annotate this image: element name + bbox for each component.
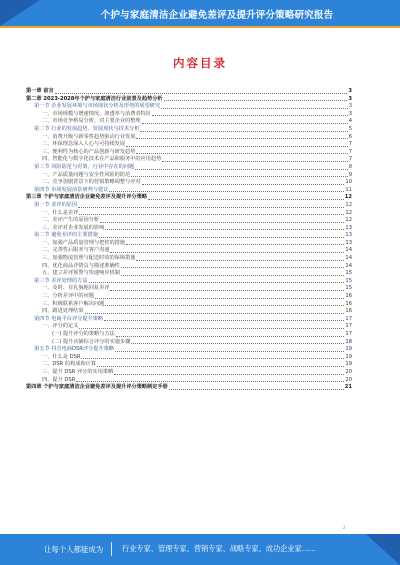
toc-leader-dots: [136, 260, 344, 261]
toc-entry-label: 一、消费升级与新零售趋势驱动行业发展: [42, 133, 136, 140]
toc-leader-dots: [85, 313, 345, 314]
toc-entry[interactable]: [26, 323, 352, 331]
toc-entry-page: 18: [345, 338, 352, 345]
toc-leader-dots: [105, 229, 344, 230]
toc-entry-page: 9: [348, 171, 352, 178]
toc-entry-label: 第三节 风险防范与对策，行业中存在的问题: [34, 163, 135, 170]
toc-entry-label: 第三节 差评处理的方法: [34, 277, 88, 284]
toc-entry-page: 10: [345, 179, 352, 186]
toc-leader-dots: [95, 298, 345, 299]
toc-leader-dots: [81, 358, 344, 359]
report-title: 个护与家庭清洁企业避免差评及提升评分策略研究报告: [100, 10, 334, 21]
toc-entry-page: 21: [344, 384, 352, 391]
toc-leader-dots: [161, 108, 348, 109]
toc-entry-page: 6: [348, 133, 352, 140]
header-underline: [0, 26, 400, 28]
toc-leader-dots: [109, 191, 344, 192]
toc-entry-label: 一、产品质量问题与安全性风险的防范: [42, 171, 131, 178]
toc-entry-label: 二、分析差评中的问题: [42, 293, 94, 300]
toc-entry-page: 17: [345, 323, 352, 330]
toc-entry-label: 三、加强物流管理与配送时效的保障措施: [42, 255, 136, 262]
toc-entry-page: 3: [348, 95, 352, 102]
toc-entry[interactable]: [26, 217, 352, 225]
toc-leader-dots: [76, 381, 344, 382]
toc-leader-dots: [121, 275, 345, 276]
toc-entry-page: 16: [345, 300, 352, 307]
toc-entry-page: 19: [345, 353, 352, 360]
toc-entry-label: 第一章 前言: [26, 88, 54, 94]
toc-entry[interactable]: [26, 88, 352, 96]
toc-entry[interactable]: [26, 331, 352, 339]
toc-entry-page: 3: [348, 110, 352, 117]
toc-entry-label: 四、提升 DSR: [42, 376, 76, 383]
toc-leader-dots: [121, 267, 345, 268]
toc-entry-page: 3: [348, 103, 352, 110]
footer-slogan: 让每个人都能成为: [44, 545, 104, 554]
toc-entry-page: 12: [344, 194, 352, 201]
toc-entry-page: 7: [348, 148, 352, 155]
toc-entry-label: 第四章 个护与家庭清洁企业避免差评及提升评分策略制定手册: [26, 384, 168, 391]
toc-entry[interactable]: [26, 247, 352, 255]
toc-entry-label: 一、评分的定义: [42, 323, 79, 330]
toc-entry-label: 第一节 企业发展环境与市场现状分析及形势的展望研究: [34, 103, 161, 110]
toc-entry-label: 第五节 抖音电商DSR评分提升策略: [34, 346, 114, 353]
toc-entry-page: 17: [345, 315, 352, 322]
toc-leader-dots: [140, 131, 347, 132]
toc-leader-dots: [164, 100, 348, 101]
toc-entry-label: 三、差评对企业发展的影响: [42, 224, 105, 231]
toc-entry-label: 一、什么是差评: [42, 209, 79, 216]
toc-leader-dots: [55, 93, 348, 94]
toc-entry-label: 二、差评产生的原因分析: [42, 217, 100, 224]
toc-leader-dots: [135, 169, 347, 170]
toc-leader-dots: [110, 290, 344, 291]
toc-entry-label: 四、跟进处理结果: [42, 308, 84, 315]
toc-leader-dots: [169, 389, 344, 390]
toc-entry-page: 14: [345, 255, 352, 262]
toc-entry[interactable]: [26, 194, 352, 202]
toc-leader-dots: [142, 123, 348, 124]
footer-divider: [111, 542, 112, 556]
toc-entry-page: 15: [345, 285, 352, 292]
toc-leader-dots: [100, 222, 344, 223]
toc-entry-page: 11: [345, 186, 352, 193]
toc-entry-label: 三、便利性为核心的产品创新与研发趋势: [42, 148, 136, 155]
toc-entry[interactable]: [26, 126, 352, 134]
toc-entry-page: 5: [348, 125, 352, 132]
toc-entry[interactable]: [26, 210, 352, 218]
toc-entry-label: 一、市场规模与增速情况、渗透率与消费者特征: [42, 110, 151, 117]
toc-leader-dots: [152, 115, 348, 116]
page-header: [0, 0, 400, 28]
toc-entry-label: 一、及时、有礼貌地回复差评: [42, 285, 110, 292]
toc-entry-label: 第三章 个护与家庭清洁企业避免差评及提升评分策略: [26, 194, 148, 201]
toc-entry-page: 20: [345, 368, 352, 375]
toc-entry-page: 13: [345, 232, 352, 239]
toc-leader-dots: [78, 207, 344, 208]
toc-entry-label: (二) 提升店铺综合评分的实施步骤: [52, 338, 131, 345]
toc-entry-label: 第四节 市场发展前景研判与建议: [34, 186, 109, 193]
toc-entry[interactable]: [26, 361, 352, 369]
toc-leader-dots: [97, 366, 344, 367]
toc-entry-page: 14: [345, 262, 352, 269]
toc-entry[interactable]: [26, 164, 352, 172]
toc-entry-page: 17: [345, 331, 352, 337]
toc-entry-label: (一) 提升评分的策略与方法: [52, 331, 115, 337]
toc-entry-page: 13: [345, 224, 352, 231]
toc-entry-label: 四、智能化与数字化技术在产品和服务中的应用趋势: [42, 156, 162, 163]
toc-entry[interactable]: [26, 202, 352, 210]
toc-entry-label: 二、竞争加剧背景下的营销策略调整与应对: [42, 179, 141, 186]
toc-entry-page: 13: [345, 239, 352, 246]
footer-tagline: 行业专家、管理专家、营销专家、战略专家、成功企业家……: [122, 544, 317, 553]
toc-entry-label: 第一节 差评的原因: [34, 201, 78, 208]
toc-entry-page: 12: [345, 201, 352, 208]
toc-entry[interactable]: [26, 103, 352, 111]
toc-entry-label: 三、提升 DSR 评分的实用策略: [42, 368, 114, 375]
page-number: 2: [343, 525, 346, 530]
toc-leader-dots: [162, 161, 347, 162]
toc-entry[interactable]: [26, 293, 352, 301]
toc-entry-page: 20: [345, 376, 352, 383]
toc-leader-dots: [116, 336, 345, 337]
toc-entry-page: 7: [348, 141, 352, 148]
toc-leader-dots: [136, 153, 347, 154]
toc-entry-page: 3: [348, 88, 352, 94]
footer-accent: [366, 534, 400, 565]
toc-leader-dots: [148, 199, 344, 200]
toc-entry[interactable]: [26, 270, 352, 278]
toc-entry-page: 16: [345, 293, 352, 300]
toc-entry-page: 14: [345, 247, 352, 254]
toc-entry-page: 12: [345, 209, 352, 216]
toc-entry-label: 二、市场竞争格局分析，对主要企业的整理: [42, 118, 141, 125]
toc-leader-dots: [105, 305, 344, 306]
toc-entry[interactable]: [26, 141, 352, 149]
toc-entry[interactable]: [26, 346, 352, 354]
toc-leader-dots: [104, 320, 344, 321]
toc-leader-dots: [126, 146, 348, 147]
toc-leader-dots: [131, 176, 347, 177]
toc-entry-label: 二、完善售后服务与客户沟通: [42, 247, 110, 254]
toc-entry-label: 四、优化商品详情页与描述准确性: [42, 262, 120, 269]
toc-entry[interactable]: [26, 179, 352, 187]
toc-entry-page: 16: [345, 308, 352, 315]
toc-leader-dots: [126, 244, 344, 245]
toc-entry-label: 第二节 避免差评的主要措施: [34, 232, 98, 239]
toc-entry-label: 第四节 电商平台评分提升策略: [34, 315, 104, 322]
toc-entry-label: 三、积极联系客户解决问题: [42, 300, 105, 307]
toc-entry[interactable]: [26, 156, 352, 164]
toc-leader-dots: [99, 237, 344, 238]
toc-entry-label: 一、加强产品质量管理与把控的措施: [42, 239, 126, 246]
toc-entry-page: 15: [345, 270, 352, 277]
toc-entry-label: 五、建立差评预警与快速响应机制: [42, 270, 120, 277]
toc-entry-page: 8: [348, 163, 352, 170]
toc-entry-label: 一、什么是 DSR: [42, 353, 81, 360]
toc-leader-dots: [79, 214, 344, 215]
toc-entry[interactable]: [26, 369, 352, 377]
header-accent: [0, 0, 40, 26]
toc-leader-dots: [114, 374, 344, 375]
toc-leader-dots: [110, 252, 344, 253]
page-footer: [0, 534, 400, 565]
toc-entry-page: 7: [348, 156, 352, 163]
table-of-contents: [26, 88, 352, 392]
toc-entry-label: 第二节 行业的发展趋势、发展现状与技术分析: [34, 125, 140, 132]
toc-entry[interactable]: [26, 232, 352, 240]
toc-heading: 内容目录: [173, 56, 227, 70]
toc-entry-page: 19: [345, 361, 352, 368]
toc-entry-label: 二、环保理念深入人心与可持续发展: [42, 141, 126, 148]
toc-entry[interactable]: [26, 285, 352, 293]
toc-entry-page: 19: [345, 346, 352, 353]
toc-entry-page: 12: [345, 217, 352, 224]
toc-leader-dots: [79, 328, 344, 329]
toc-leader-dots: [89, 282, 345, 283]
toc-leader-dots: [131, 343, 344, 344]
toc-entry[interactable]: [26, 308, 352, 316]
toc-entry-label: 第二章 2023-2028年个护与家庭清洁行业前景及趋势分析: [26, 95, 163, 102]
toc-entry[interactable]: [26, 255, 352, 263]
toc-leader-dots: [115, 351, 344, 352]
toc-entry[interactable]: [26, 384, 352, 392]
toc-entry-page: 4: [348, 118, 352, 125]
toc-entry-page: 15: [345, 277, 352, 284]
toc-entry[interactable]: [26, 118, 352, 126]
toc-entry-label: 二、DSR 的构成和计算: [42, 361, 97, 368]
toc-entry[interactable]: [26, 172, 352, 180]
toc-leader-dots: [142, 184, 345, 185]
toc-leader-dots: [136, 138, 347, 139]
